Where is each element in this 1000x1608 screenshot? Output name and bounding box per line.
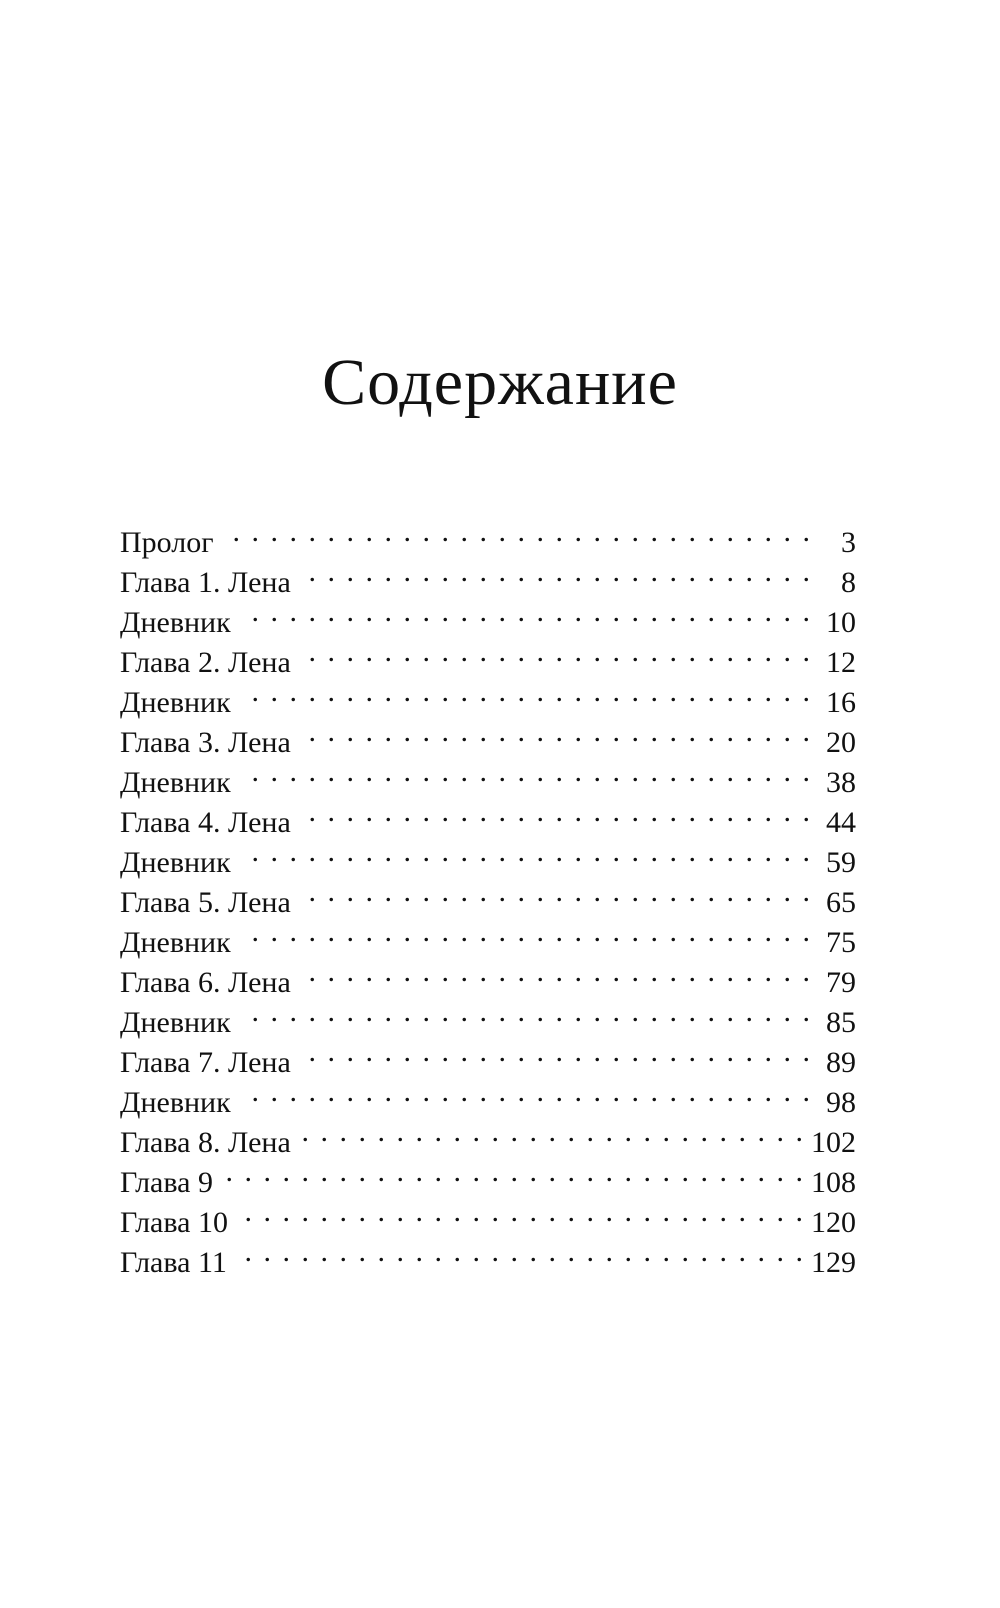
- toc-entry-title: Пролог: [120, 526, 214, 559]
- toc-entry-title: Дневник: [120, 1006, 231, 1039]
- toc-page-number: 10: [826, 606, 856, 639]
- toc-page-number: 3: [841, 526, 856, 559]
- toc-entry[interactable]: [120, 1152, 856, 1199]
- toc-dot-leader: [243, 752, 812, 792]
- toc-dot-leader: [243, 592, 812, 632]
- toc-entry-title: Глава 3. Лена: [120, 726, 291, 759]
- toc-page-number: 44: [826, 806, 856, 839]
- toc-entry-title: Глава 2. Лена: [120, 646, 291, 679]
- toc-entry[interactable]: [120, 512, 856, 559]
- toc-page-number: 12: [826, 646, 856, 679]
- toc-dot-leader: [303, 632, 812, 672]
- toc-entry-title: Дневник: [120, 846, 231, 879]
- toc-entry-title: Глава 6. Лена: [120, 966, 291, 999]
- toc-page-number: 129: [811, 1246, 856, 1279]
- toc-page-number: 59: [826, 846, 856, 879]
- toc-dot-leader: [226, 512, 812, 552]
- toc-dot-leader: [239, 1232, 805, 1272]
- toc-dot-leader: [243, 992, 812, 1032]
- toc-dot-leader: [303, 552, 812, 592]
- table-of-contents: [120, 512, 856, 1279]
- toc-dot-leader: [303, 1112, 805, 1152]
- toc-entry-title: Дневник: [120, 686, 231, 719]
- toc-entry-title: Дневник: [120, 766, 231, 799]
- toc-page-number: 102: [811, 1126, 856, 1159]
- toc-page-number: 75: [826, 926, 856, 959]
- toc-entry-title: Дневник: [120, 606, 231, 639]
- toc-dot-leader: [303, 1032, 812, 1072]
- toc-page-number: 98: [826, 1086, 856, 1119]
- toc-page-number: 120: [811, 1206, 856, 1239]
- toc-entry-title: Дневник: [120, 926, 231, 959]
- toc-dot-leader: [303, 792, 812, 832]
- toc-dot-leader: [303, 952, 812, 992]
- toc-entry[interactable]: [120, 552, 856, 599]
- toc-entry-title: Глава 7. Лена: [120, 1046, 291, 1079]
- toc-dot-leader: [240, 1192, 805, 1232]
- toc-page-number: 38: [826, 766, 856, 799]
- toc-entry-title: Глава 11: [120, 1246, 227, 1279]
- toc-dot-leader: [225, 1152, 805, 1192]
- toc-page-number: 65: [826, 886, 856, 919]
- toc-entry-title: Глава 1. Лена: [120, 566, 291, 599]
- toc-page-number: 20: [826, 726, 856, 759]
- toc-page-number: 16: [826, 686, 856, 719]
- toc-dot-leader: [243, 912, 812, 952]
- toc-entry[interactable]: [120, 1232, 856, 1279]
- toc-page-number: 108: [811, 1166, 856, 1199]
- toc-entry-title: Глава 9: [120, 1166, 213, 1199]
- toc-entry-title: Глава 8. Лена: [120, 1126, 291, 1159]
- page-title: Содержание: [322, 346, 678, 419]
- toc-dot-leader: [303, 872, 812, 912]
- toc-dot-leader: [303, 712, 812, 752]
- toc-page-number: 89: [826, 1046, 856, 1079]
- toc-page-number: 79: [826, 966, 856, 999]
- toc-dot-leader: [243, 832, 812, 872]
- toc-entry[interactable]: [120, 1192, 856, 1239]
- toc-entry-title: Глава 5. Лена: [120, 886, 291, 919]
- toc-entry-title: Дневник: [120, 1086, 231, 1119]
- toc-dot-leader: [243, 1072, 812, 1112]
- toc-page-number: 8: [841, 566, 856, 599]
- toc-dot-leader: [243, 672, 812, 712]
- toc-entry-title: Глава 10: [120, 1206, 228, 1239]
- toc-entry-title: Глава 4. Лена: [120, 806, 291, 839]
- toc-page-number: 85: [826, 1006, 856, 1039]
